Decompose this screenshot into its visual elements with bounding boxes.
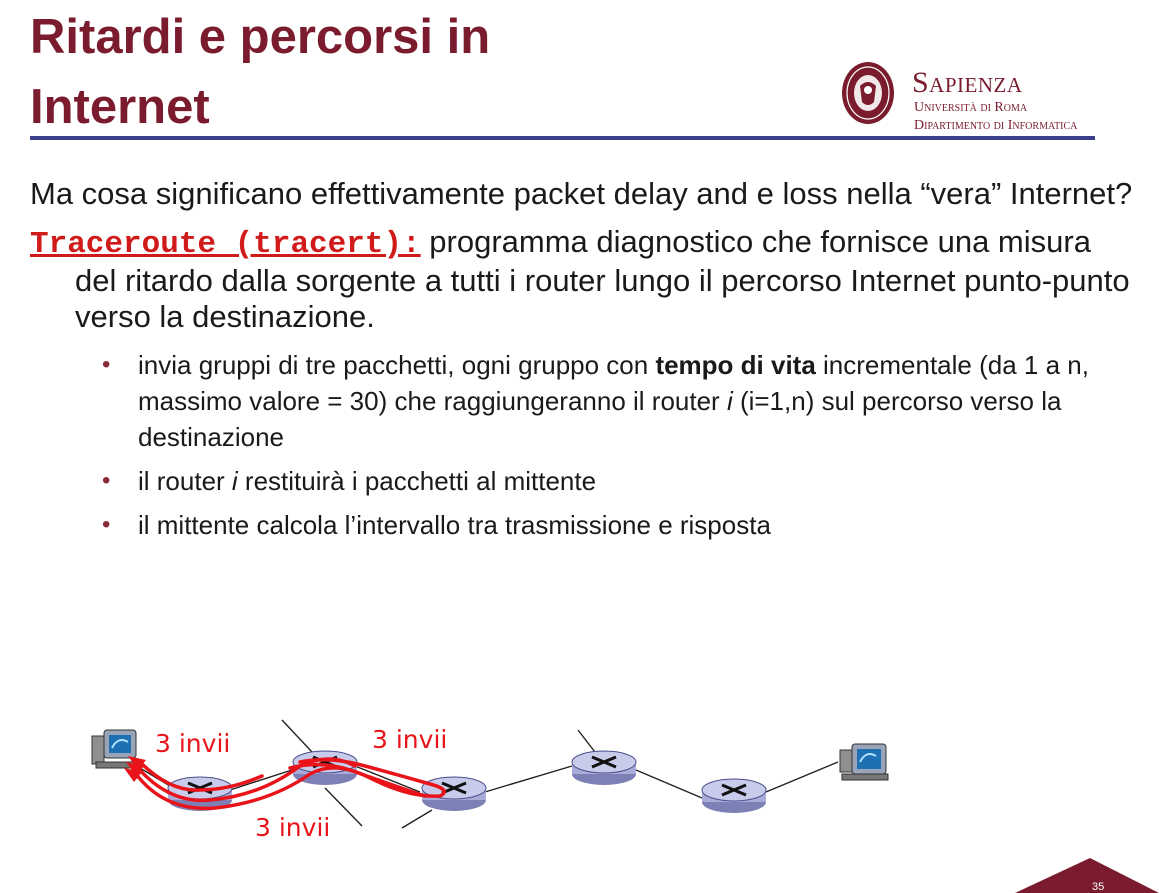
bullet-item-1 — [102, 347, 1140, 455]
bullet-item-3: • il mittente calcola l’intervallo tra trasmissione e risposta — [102, 507, 1140, 543]
page-number: 35 — [1092, 881, 1105, 893]
bullet-1-text-b: incrementale (da 1 a n, massimo valore = 30) che raggiungeranno il router — [138, 350, 1089, 416]
traceroute-paragraph — [30, 224, 1140, 335]
intro-paragraph: Ma cosa significano effettivamente packet delay and e loss nella “vera” Internet? — [30, 176, 1133, 211]
university-logo — [840, 60, 1100, 133]
title-line-1: Ritardi e percorsi in — [30, 10, 491, 64]
slide-title — [30, 2, 490, 142]
bullet-item-2 — [102, 463, 1140, 499]
bullet-1-italic: i — [726, 386, 733, 416]
router-4 — [572, 751, 636, 785]
traceroute-description: programma diagnostico che fornisce una misura del ritardo dalla sorgente a tutti i router lungo il percorso Internet punto-punto verso la destinazione. — [75, 224, 1130, 334]
seal-icon — [840, 60, 896, 126]
bullet-2-text-b: restituirà i pacchetti al mittente — [237, 466, 597, 496]
title-line-2: Internet — [30, 80, 210, 134]
title-divider — [30, 136, 1095, 140]
label-3-invii-top-left: 3 invii — [155, 729, 231, 758]
label-3-invii-top-mid: 3 invii — [372, 725, 448, 754]
logo-department: Dipartimento di Informatica — [914, 118, 1078, 133]
bullet-1-text-c: (i=1,n) sul percorso verso la destinazione — [138, 386, 1062, 452]
label-3-invii-bottom: 3 invii — [255, 813, 331, 842]
slide-body — [30, 176, 1140, 551]
bullet-list — [30, 347, 1140, 543]
bullet-1-text-a: invia gruppi di tre pacchetti, ogni gruppo con — [138, 350, 656, 380]
logo-name: Sapienza — [912, 66, 1023, 99]
router-5 — [702, 779, 766, 813]
router-3 — [422, 777, 486, 811]
bullet-2-italic: i — [231, 466, 238, 496]
destination-computer-icon — [840, 744, 888, 780]
bullet-2-text-a: il router — [138, 466, 232, 496]
bullet-1-bold: tempo di vita — [655, 350, 816, 380]
traceroute-command: Traceroute (tracert): — [30, 227, 421, 262]
traceroute-diagram — [0, 700, 1159, 893]
logo-university: Università di Roma — [914, 100, 1028, 115]
page-corner — [1015, 858, 1159, 893]
